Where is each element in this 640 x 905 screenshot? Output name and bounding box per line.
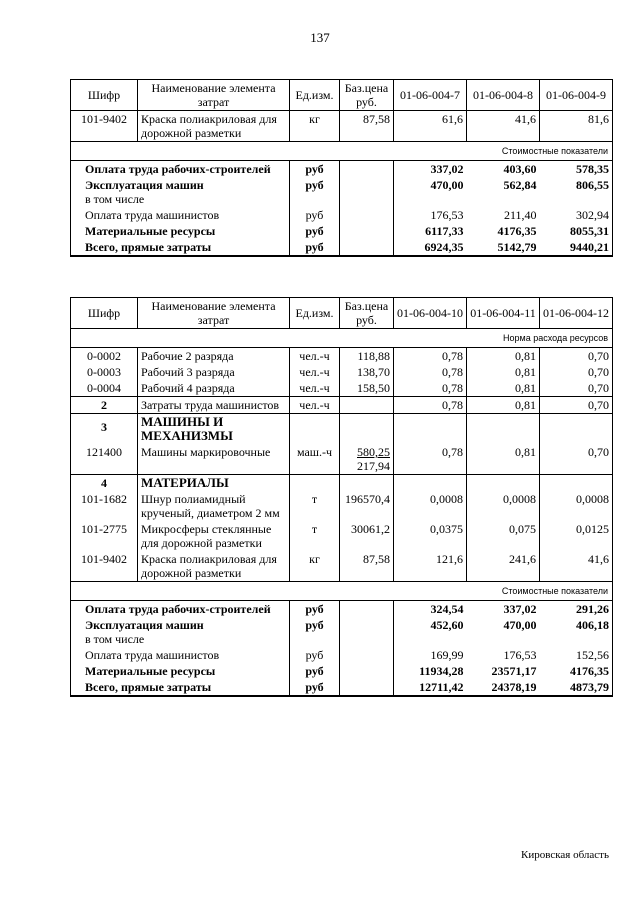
cost-name-text: Оплата труда машинистов (85, 208, 220, 222)
cost-name (71, 679, 290, 696)
row-code: 101-9402 (71, 551, 138, 582)
row-name: Затраты труда машинистов (138, 397, 290, 414)
section-code: 4 (71, 475, 138, 492)
cost-value-2: 4176,35 (497, 224, 537, 238)
cost-name-text: Материальные ресурсы (85, 664, 216, 678)
row-name: Краска полиакриловая для дорожной разметки (138, 551, 290, 582)
cost-row (71, 223, 613, 239)
table-header-row (71, 298, 613, 329)
row-value-1: 61,6 (394, 111, 467, 142)
row-unit: кг (290, 551, 340, 582)
cost-name-text: Всего, прямые затраты (85, 240, 212, 254)
table-row (71, 348, 613, 365)
row-code: 101-9402 (71, 111, 138, 142)
cost-value-1: 12711,42 (394, 679, 467, 696)
cost-price-empty (340, 161, 394, 178)
cost-name (71, 161, 290, 178)
header-col-2: 01-06-004-8 (467, 80, 540, 111)
row-unit: кг (290, 111, 340, 142)
table-row (71, 551, 613, 582)
row-code: 0-0002 (71, 348, 138, 365)
cost-name (71, 239, 290, 256)
header-unit: Ед.изм. (290, 80, 340, 111)
cost-value-3: 8055,31 (540, 223, 613, 239)
machine-price-operator: 217,94 (357, 459, 390, 473)
row-value-2: 0,81 (467, 397, 540, 414)
cost-subtext: в том числе (85, 192, 145, 206)
cost-value-2: 337,02 (503, 602, 537, 616)
cost-row (71, 239, 613, 256)
cost-value-1: 11934,28 (394, 663, 467, 679)
cost-price-empty (340, 679, 394, 696)
row-price (340, 397, 394, 414)
cost-value-3: 152,56 (540, 647, 613, 663)
row-value-1: 121,6 (394, 551, 467, 582)
cost-value-2: 24378,19 (467, 679, 540, 696)
header-col-3: 01-06-004-12 (540, 298, 613, 329)
row-value-2: 0,81 (467, 380, 540, 397)
cost-unit: руб (290, 239, 340, 256)
row-value-2: 0,075 (467, 521, 540, 551)
cost-price-empty (340, 177, 394, 207)
row-name: Рабочий 3 разряда (138, 364, 290, 380)
row-code: 121400 (71, 444, 138, 475)
cost-row (71, 177, 613, 207)
cost-name (71, 223, 290, 239)
row-value-3: 41,6 (540, 551, 613, 582)
row-value-1: 0,78 (394, 397, 467, 414)
row-price: 138,70 (340, 364, 394, 380)
cost-row (71, 161, 613, 178)
cost-value-3: 291,26 (540, 601, 613, 618)
cost-unit: руб (290, 679, 340, 696)
row-value-2: 0,81 (467, 348, 540, 365)
cost-name-text: Оплата труда рабочих-строителей (85, 602, 271, 616)
row-value-3: 0,70 (540, 364, 613, 380)
cost-rows (71, 161, 613, 257)
row-price: 87,58 (340, 111, 394, 142)
cost-value-3: 4873,79 (540, 679, 613, 696)
cost-value-1: 6117,33 (394, 223, 467, 239)
section-label: Стоимостные показатели (71, 142, 613, 161)
row-code: 2 (71, 397, 138, 414)
row-code: 0-0004 (71, 380, 138, 397)
cost-name (71, 601, 290, 618)
row-value-2: 0,81 (467, 364, 540, 380)
header-name: Наименование элемента затрат (138, 298, 290, 329)
row-value-3: 0,70 (540, 444, 613, 475)
row-code: 101-1682 (71, 491, 138, 521)
row-value-2: 241,6 (467, 551, 540, 582)
cost-name (71, 207, 290, 223)
row-name: Машины маркировочные (138, 444, 290, 475)
row-unit: чел.-ч (290, 348, 340, 365)
header-col-2: 01-06-004-11 (467, 298, 540, 329)
cost-row (71, 601, 613, 618)
section-title: МАШИНЫ И МЕХАНИЗМЫ (138, 414, 290, 445)
cost-unit: руб (290, 161, 340, 178)
page-number: 137 (310, 30, 330, 45)
table-row (71, 521, 613, 551)
row-name: Рабочий 4 разряда (138, 380, 290, 397)
row-value-3: 0,70 (540, 348, 613, 365)
row-code: 0-0003 (71, 364, 138, 380)
cost-unit: руб (290, 647, 340, 663)
section-code: 3 (71, 414, 138, 445)
row-value-1: 0,0375 (394, 521, 467, 551)
cost-unit: руб (290, 617, 340, 647)
cost-price-empty (340, 663, 394, 679)
row-value-1: 0,78 (394, 364, 467, 380)
labor-rows (71, 348, 613, 397)
cost-price-empty (340, 647, 394, 663)
operator-row (71, 397, 613, 414)
cost-value-3: 806,55 (540, 177, 613, 207)
row-name: Микросферы стеклянные для дорожной разметки (138, 521, 290, 551)
row-price: 118,88 (340, 348, 394, 365)
row-value-2: 0,0008 (467, 491, 540, 521)
norm-label-row (71, 329, 613, 348)
row-unit: т (290, 521, 340, 551)
table-row (71, 111, 613, 142)
row-price: 196570,4 (340, 491, 394, 521)
header-col-1: 01-06-004-7 (394, 80, 467, 111)
cost-price-empty (340, 239, 394, 256)
row-name: Краска полиакриловая для дорожной разметки (138, 111, 290, 142)
cost-value-2: 176,53 (503, 648, 537, 662)
cost-value-1: 337,02 (394, 161, 467, 178)
cost-unit: руб (290, 663, 340, 679)
cost-unit: руб (290, 223, 340, 239)
cost-name-text: Материальные ресурсы (85, 224, 216, 238)
table-row (71, 364, 613, 380)
material-rows (71, 491, 613, 582)
row-price: 87,58 (340, 551, 394, 582)
cost-value-1: 470,00 (394, 177, 467, 207)
cost-value-3: 578,35 (540, 161, 613, 178)
cost-name (71, 177, 290, 207)
row-price: 158,50 (340, 380, 394, 397)
section-title: МАТЕРИАЛЫ (138, 475, 290, 492)
cost-unit: руб (290, 601, 340, 618)
row-value-1: 0,0008 (394, 491, 467, 521)
cost-value-1: 324,54 (394, 601, 467, 618)
section-label-row (71, 582, 613, 601)
row-value-1: 0,78 (394, 348, 467, 365)
machine-row (71, 444, 613, 475)
cost-value-1: 176,53 (394, 207, 467, 223)
row-value-1: 0,78 (394, 444, 467, 475)
table-row (71, 380, 613, 397)
header-name: Наименование элемента затрат (138, 80, 290, 111)
row-value-3: 0,70 (540, 397, 613, 414)
header-col-3: 01-06-004-9 (540, 80, 613, 111)
cost-price-empty (340, 207, 394, 223)
norm-label: Норма расхода ресурсов (71, 329, 613, 348)
cost-value-2: 23571,17 (491, 664, 537, 678)
row-value-3: 81,6 (540, 111, 613, 142)
header-code: Шифр (71, 80, 138, 111)
cost-value-2: 403,60 (503, 162, 537, 176)
footer-region: Кировская область (520, 849, 609, 861)
cost-value-3: 406,18 (540, 617, 613, 647)
cost-table-2 (70, 297, 613, 697)
machine-price: 580,25 (357, 445, 390, 459)
cost-value-3: 4176,35 (540, 663, 613, 679)
cost-value-3: 302,94 (540, 207, 613, 223)
row-price: 30061,2 (340, 521, 394, 551)
cost-value-1: 452,60 (394, 617, 467, 647)
table-header-row (71, 80, 613, 111)
cost-price-empty (340, 601, 394, 618)
section-label: Стоимостные показатели (71, 582, 613, 601)
cost-value-2: 5142,79 (467, 239, 540, 256)
cost-row (71, 679, 613, 696)
cost-name-text: Оплата труда рабочих-строителей (85, 162, 271, 176)
materials-section-row (71, 475, 613, 492)
cost-unit: руб (290, 207, 340, 223)
cost-value-1: 169,99 (394, 647, 467, 663)
row-value-3: 0,70 (540, 380, 613, 397)
row-code: 101-2775 (71, 521, 138, 551)
row-value-2: 0,81 (467, 444, 540, 475)
cost-unit: руб (290, 177, 340, 207)
header-price: Баз.цена руб. (340, 298, 394, 329)
header-code: Шифр (71, 298, 138, 329)
row-unit: чел.-ч (290, 380, 340, 397)
machines-section-row (71, 414, 613, 445)
cost-subtext: в том числе (85, 632, 145, 646)
cost-row (71, 663, 613, 679)
table-row (71, 491, 613, 521)
cost-price-empty (340, 617, 394, 647)
cost-name (71, 663, 290, 679)
row-unit: маш.-ч (290, 444, 340, 475)
cost-value-2: 562,84 (503, 178, 537, 192)
row-name: Рабочие 2 разряда (138, 348, 290, 365)
cost-name (71, 647, 290, 663)
cost-name-text: Всего, прямые затраты (85, 680, 212, 694)
row-value-3: 0,0008 (540, 491, 613, 521)
cost-row (71, 647, 613, 663)
cost-table-1 (70, 79, 613, 257)
row-unit: чел.-ч (290, 397, 340, 414)
cost-price-empty (340, 223, 394, 239)
header-col-1: 01-06-004-10 (394, 298, 467, 329)
row-value-3: 0,0125 (540, 521, 613, 551)
section-label-row (71, 142, 613, 161)
cost-name-text: Оплата труда машинистов (85, 648, 220, 662)
cost-row (71, 617, 613, 647)
row-unit: т (290, 491, 340, 521)
cost-name-text: Эксплуатация машин (85, 618, 204, 632)
row-name: Шнур полиамидный крученый, диаметром 2 мм (138, 491, 290, 521)
cost-value-1: 6924,35 (394, 239, 467, 256)
cost-name-text: Эксплуатация машин (85, 178, 204, 192)
header-price: Баз.цена руб. (340, 80, 394, 111)
cost-value-2: 211,40 (503, 208, 537, 222)
row-unit: чел.-ч (290, 364, 340, 380)
row-value-2: 41,6 (467, 111, 540, 142)
cost-row (71, 207, 613, 223)
header-unit: Ед.изм. (290, 298, 340, 329)
cost-value-3: 9440,21 (540, 239, 613, 256)
cost-rows (71, 601, 613, 697)
row-value-1: 0,78 (394, 380, 467, 397)
row-price (340, 444, 394, 475)
cost-value-2: 470,00 (503, 618, 537, 632)
cost-name (71, 617, 290, 647)
